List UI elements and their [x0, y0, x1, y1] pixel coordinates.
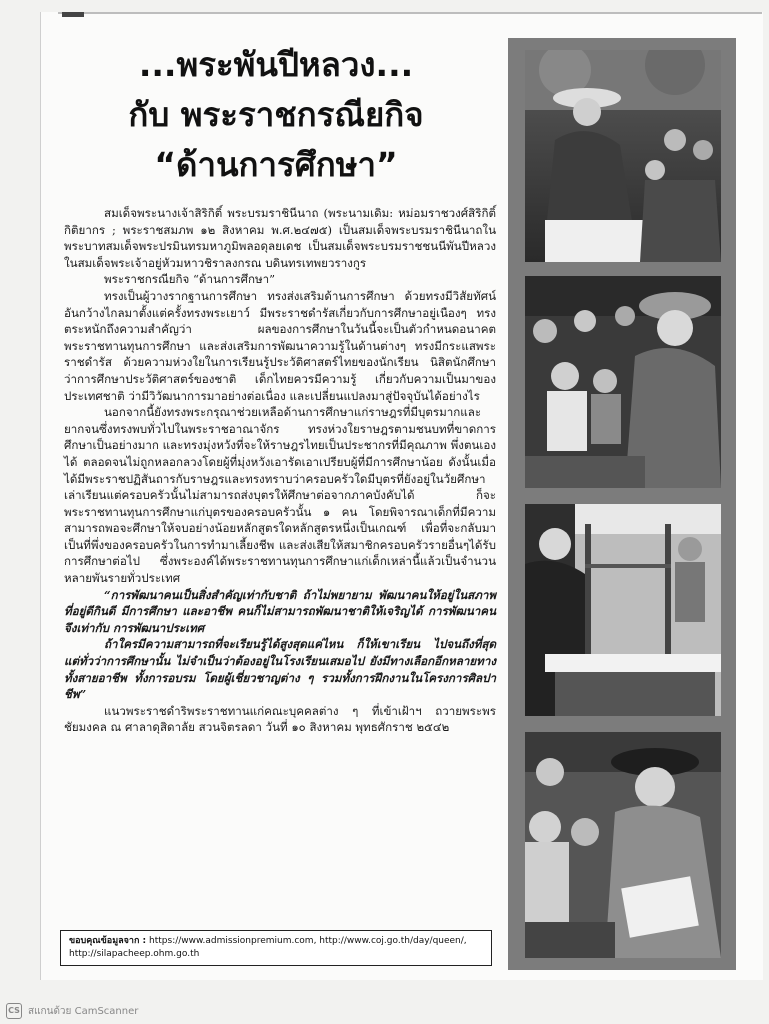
quote-paragraph-2: ถ้าใครมีความสามารถที่จะเรียนรู้ได้สูงสุดแค่ไหน ก็ให้เขาเรียน ไปจนถึงที่สุด แต่ทั่วว่าการศึกษานั้น ไม่จำเป็นว่าต้องอยู่ในโรงเรียนเสมอไป ยังมีทางเลือกอีกหลายทาง ทั้งสายอาชีพ ทั้งการอบรม โดยผู้เชี่ยวชาญต่าง ๆ รวมทั้งการฝึกงานในโครงการศิลปาชีพ”	[64, 637, 496, 702]
photo-queen-at-loom-demonstration	[525, 504, 721, 716]
credit-sources: https://www.admissionpremium.com, http://www.coj.go.th/day/queen/, http://silapacheep.ohm.go.th	[69, 936, 467, 959]
intro-paragraph: สมเด็จพระนางเจ้าสิริกิติ์ พระบรมราชินีนาถ (พระนามเดิม: หม่อมราชวงศ์สิริกิติ์ กิติยากร ; พระราชสมภพ ๑๒ สิงหาคม พ.ศ.๒๔๗๕) เป็นสมเด็จพระบรมราชินีนาถในพระบาทสมเด็จพระปรมินทรมหาภูมิพลอดุลยเดช เป็นสมเด็จพระบรมราชชนนีพันปีหลวงในสมเด็จพระเจ้าอยู่หัวมหาวชิราลงกรณ บดินทรเทพยวรางกูร	[64, 206, 496, 270]
scanner-watermark	[6, 1003, 138, 1019]
article-title	[58, 40, 494, 190]
title-line-2: กับ พระราชกรณียกิจ	[128, 95, 424, 134]
photo-queen-with-children	[525, 276, 721, 488]
photo-queen-seated-with-villagers	[525, 50, 721, 262]
closing-paragraph: แนวพระราชดำริพระราชทานแก่คณะบุคคลต่าง ๆ ที่เข้าเฝ้าฯ ถวายพระพรชัยมงคล ณ ศาลาดุสิดาลัย สวนจิตรลดา วันที่ ๑๐ สิงหาคม พุทธศักราช ๒๕๔๒	[64, 703, 496, 735]
scan-edge-line	[58, 12, 762, 14]
photo-column	[508, 38, 736, 970]
section-heading: พระราชกรณียกิจ “ด้านการศึกษา”	[104, 272, 276, 287]
quote-paragraph-1: “การพัฒนาคนเป็นสิ่งสำคัญเท่ากับชาติ ถ้าไม่พยายาม พัฒนาคนให้อยู่ในสภาพที่อยู่ดีกินดี มีการศึกษา และอาชีพ คนก็ไม่สามารถพัฒนาชาติให้เจริญได้ การพัฒนาคนจึงเท่ากับ การพัฒนาประเทศ	[64, 587, 496, 635]
title-line-3: “ด้านการศึกษา”	[154, 145, 398, 184]
paragraph-2: นอกจากนี้ยังทรงพระกรุณาช่วยเหลือด้านการศึกษาแก่ราษฎรที่มีบุตรมากและยากจนซึ่งทรงพบทั่วไปในพระราชอาณาจักร ทรงห่วงใยราษฎรตามชนบทที่ขาดการศึกษาเป็นอย่างมาก และทรงมุ่งหวังที่จะให้ราษฎรไทยเป็นประชากรที่มีคุณภาพ พึ่งตนเองได้ ตลอดจนไม่ถูกหลอกลวงโดยผู้ที่มุ่งหวังเอารัดเอาเปรียบผู้ที่มีการศึกษาน้อย ดังนั้นเมื่อได้มีพระราชปฏิสันถารกับราษฎรและทรงทราบว่าครอบครัวใดมีบุตรที่ยังอยู่ในวัยศึกษาเล่าเรียนแต่ครอบครัวนั้นไม่สามารถส่งบุตรให้ศึกษาต่อจากภาคบังคับได้ ก็จะพระราชทานทุนการศึกษาแก่บุตรของครอบครัวนั้น ๑ คน โดยพิจารณาเด็กที่มีความสามารถพอจะศึกษาให้จบอย่างน้อยหลักสูตรใดหลักสูตรหนึ่งเป็นเกณฑ์ เพื่อที่จะกลับมาเป็นที่พึ่งของครอบครัวในการทำมาเลี้ยงชีพ และส่งเสียให้สมาชิกครอบครัวรายอื่นๆได้รับการศึกษาต่อไป ซึ่งพระองค์ได้พระราชทานทุนการศึกษาแก่เด็กเหล่านี้แล้วเป็นจำนวนหลายพันรายทั่วประเทศ	[64, 405, 496, 586]
paragraph-1: ทรงเป็นผู้วางรากฐานการศึกษา ทรงส่งเสริมด้านการศึกษา ด้วยทรงมีวิสัยทัศน์อันกว้างไกลมาตั้งแต่ครั้งทรงพระเยาว์ มีพระราชดำรัสเกี่ยวกับการศึกษาอยู่เนืองๆ ทรงตระหนักถึงความสำคัญว่า ผลของการศึกษาในวันนี้จะเป็นตัวกำหนดอนาคต พระราชทานทุนการศึกษา และส่งเสริมการพัฒนาความรู้ในด้านต่างๆ ทรงมีกระแสพระราชดำรัส ด้วยความห่วงใยในการเรียนรู้ประวัติศาสตร์ไทยของนักเรียน นิสิตนักศึกษา ว่าการศึกษาประวัติศาสตร์ของชาติ เด็กไทยควรมีความรู้ เกี่ยวกับความเป็นมาของประเทศชาติ ว่ามีวิวัฒนาการมาอย่างต่อเนื่อง และเปลี่ยนแปลงมาสู่ปัจจุบันได้อย่างไร	[64, 288, 496, 403]
page-top-mark	[62, 12, 84, 17]
article-body	[64, 205, 496, 736]
title-line-1: ...พระพันปีหลวง...	[138, 45, 414, 84]
camscanner-logo-icon: CS	[6, 1003, 22, 1019]
source-credit-box	[60, 930, 492, 966]
credit-label: ขอบคุณข้อมูลจาก :	[69, 936, 147, 946]
photo-queen-with-child-reading	[525, 732, 721, 958]
watermark-text: สแกนด้วย CamScanner	[28, 1005, 139, 1017]
